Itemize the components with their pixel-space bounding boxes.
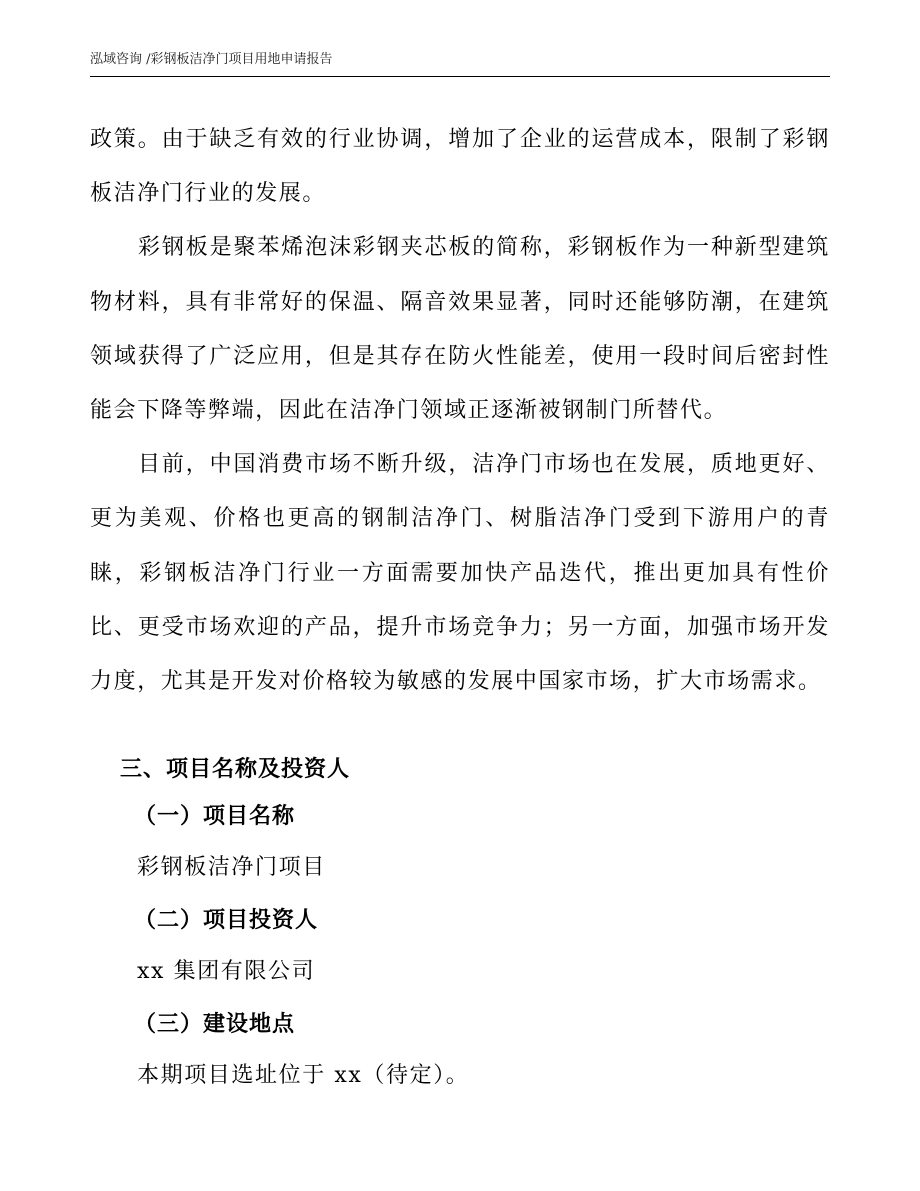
investor-value: xx 集团有限公司: [137, 959, 316, 984]
investor-heading: （二）项目投资人: [134, 907, 319, 933]
project-name-value: 彩钢板洁净门项目: [137, 855, 326, 880]
paragraph-color-steel-plate: 彩钢板是聚苯烯泡沫彩钢夹芯板的简称，彩钢板作为一种新型建筑物材料，具有非常好的保温、隔音效果显著，同时还能够防潮，在建筑领域获得了广泛应用，但是其存在防火性能差，使用一段时间后密封性能会下降等弊端，因此在洁净门领域正逐渐被钢制门所替代。: [90, 235, 830, 424]
location-heading: （三）建设地点: [134, 1011, 296, 1037]
paragraph-market-status: 目前，中国消费市场不断升级，洁净门市场也在发展，质地更好、更为美观、价格也更高的钢制洁净门、树脂洁净门受到下游用户的青睐，彩钢板洁净门行业一方面需要加快产品迭代，推出更加具有性价比、更受市场欢迎的产品，提升市场竞争力；另一方面，加强市场开发力度，尤其是开发对价格较为敏感的发展中国家市场，扩大市场需求。: [90, 452, 830, 695]
paragraph-policy-continuation: 政策。由于缺乏有效的行业协调，增加了企业的运营成本，限制了彩钢板洁净门行业的发展。: [90, 127, 830, 207]
body-text: [90, 113, 830, 709]
page-header: 泓域咨询 /彩钢板洁净门项目用地申请报告: [90, 50, 830, 77]
project-name-heading: （一）项目名称: [134, 803, 296, 829]
location-value: 本期项目选址位于 xx（待定）。: [137, 1063, 470, 1088]
section-heading: 三、项目名称及投资人: [120, 756, 351, 782]
